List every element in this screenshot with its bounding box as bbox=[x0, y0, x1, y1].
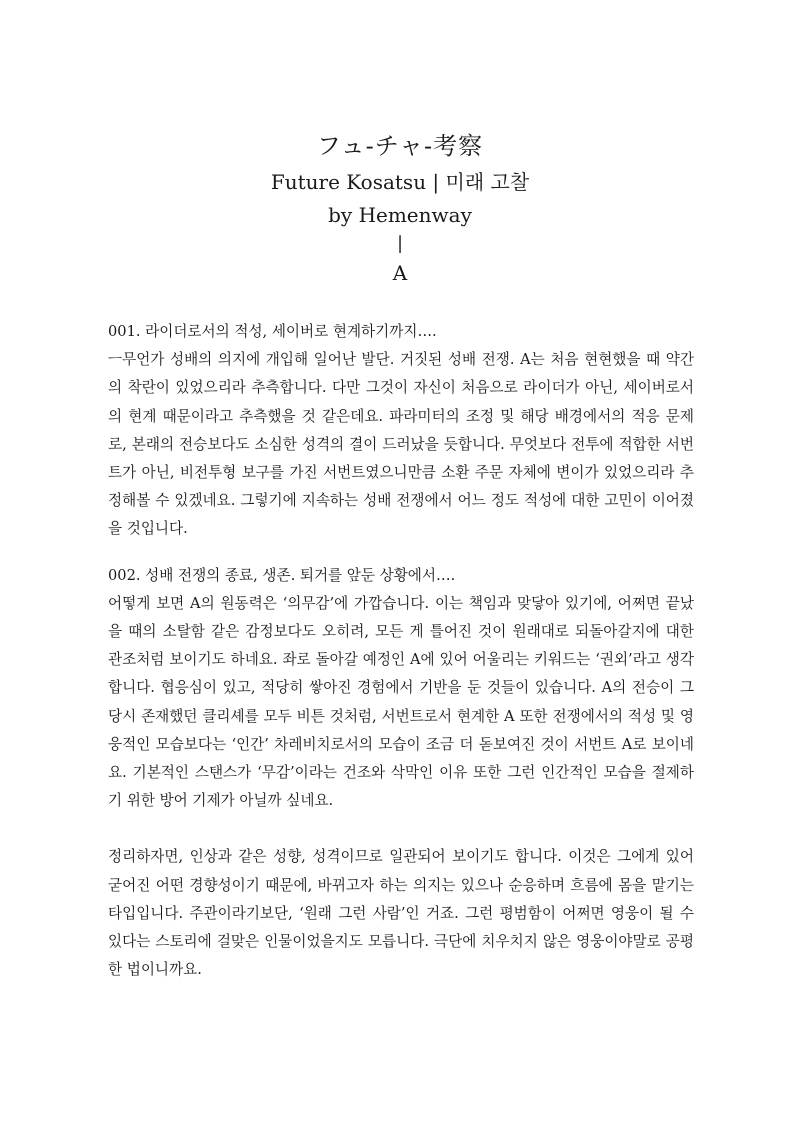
section-spacer bbox=[108, 544, 694, 562]
section-body-001: ㅡ무언가 성배의 의지에 개입해 일어난 발단. 거짓된 성배 전쟁. A는 처음 현현했을 때 약간의 착란이 있었으리라 추측합니다. 다만 그것이 자신이 처음으로 라이더가 아닌, 세이버로서의 현계 때문이라고 추측했을 것 같은데요. 파라미터의 조정 및 해당 배경에서의 적응 문제로, 본래의 전승보다도 소심한 성격의 결이 드러났을 듯합니다. 무엇보다 전투에 적합한 서번트가 아닌, 비전투형 보구를 가진 서번트였으니만큼 소환 주문 자체에 변이가 있었으리라 추정해볼 수 있겠네요. 그렇기에 지속하는 성배 전쟁에서 어느 정도 적성에 대한 고민이 이어졌을 것입니다. bbox=[108, 351, 694, 538]
document-title: フュ-チャ-考察 bbox=[316, 132, 484, 160]
section-heading-001: 001. 라이더로서의 적성, 세이버로 현계하기까지…. bbox=[108, 323, 437, 340]
document-body bbox=[108, 318, 694, 984]
section-heading-002: 002. 성배 전쟁의 종료, 생존. 퇴거를 앞둔 상황에서…. bbox=[108, 566, 456, 584]
author-byline: by Hemenway bbox=[328, 203, 472, 227]
conclusion-paragraph: 정리하자면, 인상과 같은 성향, 성격이므로 일관되어 보이기도 합니다. 이것은 그에게 있어 굳어진 어떤 경향성이기 때문에, 바뀌고자 하는 의지는 있으나 순응하며 흐름에 몸을 맡기는 타입입니다. 주관이라기보단, ‘원래 그런 사람’인 거죠. 그런 평범함이 어쩌면 영웅이 될 수 있다는 스토리에 걸맞은 인물이었을지도 모릅니다. 극단에 치우치지 않은 영웅이야말로 공평한 법이니까요. bbox=[108, 848, 694, 979]
section-spacer bbox=[108, 815, 694, 843]
document-subtitle: Future Kosatsu | 미래 고찰 bbox=[270, 170, 530, 194]
header-divider: | bbox=[396, 233, 404, 254]
document-header bbox=[0, 128, 800, 289]
section-body-002: 어떻게 보면 A의 원동력은 ‘의무감’에 가깝습니다. 이는 책임과 맞닿아 있기에, 어쩌면 끝났을 때의 소탈함 같은 감정보다도 오히려, 모든 게 틀어진 것이 원래대로 되돌아갈지에 대한 관조처럼 보이기도 하네요. 좌로 돌아갈 예정인 A에 있어 어울리는 키워드는 ‘권외’라고 생각합니다. 협응심이 있고, 적당히 쌓아진 경험에서 기반을 둔 것들이 있습니다. A의 전승이 그 당시 존재했던 클리셰를 모두 비튼 것처럼, 서번트로서 현계한 A 또한 전쟁에서의 적성 및 영웅적인 모습보다는 ‘인간’ 차레비치로서의 모습이 조금 더 돋보여진 것이 서번트 A로 보이네요. 기본적인 스탠스가 ‘무감’이라는 건조와 삭막인 이유 또한 그런 인간적인 모습을 절제하기 위한 방어 기제가 아닐까 싶네요. bbox=[108, 594, 694, 810]
subject-letter: A bbox=[392, 261, 408, 285]
